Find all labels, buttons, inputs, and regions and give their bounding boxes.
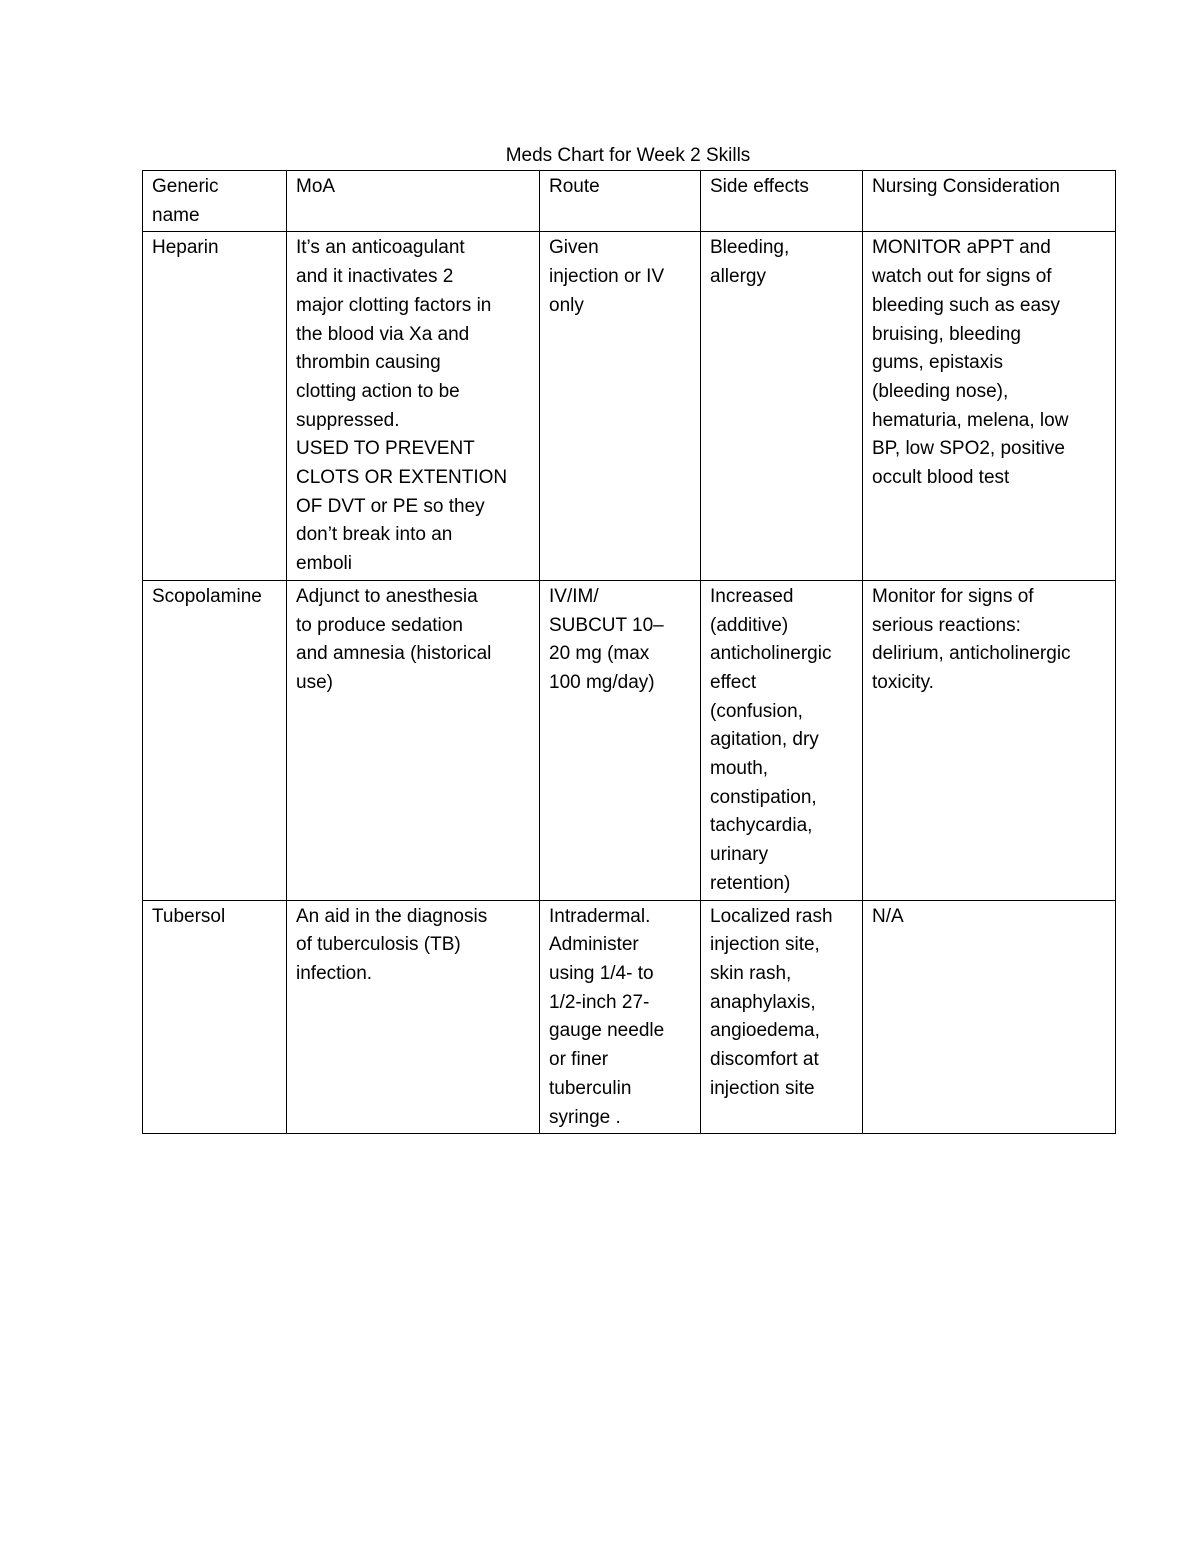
cell-side-effects: Increased (additive) anticholinergic effect (confusion, agitation, dry mouth, constipation, tachycardia, urinary retention) (701, 580, 863, 900)
cell-side-effects: Bleeding, allergy (701, 232, 863, 580)
cell-generic-name: Heparin (143, 232, 287, 580)
cell-nursing-consideration: MONITOR aPPT and watch out for signs of bleeding such as easy bruising, bleeding gums, epistaxis (bleeding nose), hematuria, melena, low BP, low SPO2, positive occult blood test (863, 232, 1116, 580)
page-title: Meds Chart for Week 2 Skills (505, 145, 751, 166)
table-header-row (143, 171, 1116, 232)
header-moa: MoA (287, 171, 540, 232)
cell-generic-name: Tubersol (143, 900, 287, 1134)
table-row (143, 232, 1116, 580)
header-nursing-consideration: Nursing Consideration (863, 171, 1116, 232)
table-row (143, 900, 1116, 1134)
cell-nursing-consideration: N/A (863, 900, 1116, 1134)
header-route: Route (540, 171, 701, 232)
table-row (143, 580, 1116, 900)
cell-nursing-consideration: Monitor for signs of serious reactions: delirium, anticholinergic toxicity. (863, 580, 1116, 900)
cell-generic-name: Scopolamine (143, 580, 287, 900)
cell-moa: It’s an anticoagulant and it inactivates 2 major clotting factors in the blood via Xa and thrombin causing clotting action to be suppressed. USED TO PREVENT CLOTS OR EXTENTION OF DVT or PE so they don’t break into an emboli (287, 232, 540, 580)
cell-moa: An aid in the diagnosis of tuberculosis (TB) infection. (287, 900, 540, 1134)
cell-route: Given injection or IV only (540, 232, 701, 580)
header-side-effects: Side effects (701, 171, 863, 232)
header-generic-name: Generic name (143, 171, 287, 232)
meds-table (142, 170, 1116, 1134)
cell-route: Intradermal. Administer using 1/4- to 1/2-inch 27- gauge needle or finer tuberculin syringe . (540, 900, 701, 1134)
cell-side-effects: Localized rash injection site, skin rash, anaphylaxis, angioedema, discomfort at injection site (701, 900, 863, 1134)
cell-moa: Adjunct to anesthesia to produce sedation and amnesia (historical use) (287, 580, 540, 900)
cell-route: IV/IM/ SUBCUT 10– 20 mg (max 100 mg/day) (540, 580, 701, 900)
